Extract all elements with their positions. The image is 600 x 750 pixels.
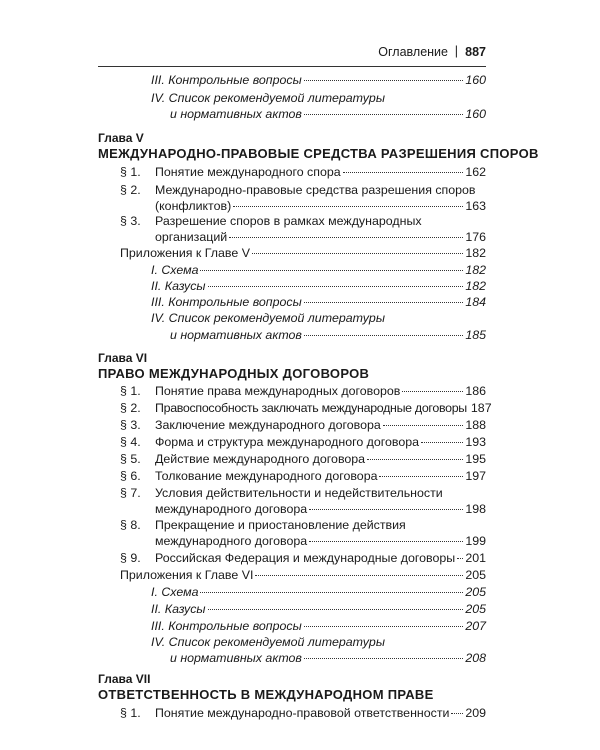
section-number: § 9.	[120, 551, 141, 565]
toc-entry: I. Схема 182	[151, 263, 486, 277]
toc-entry-text: IV. Список рекомендуемой литературы	[151, 91, 385, 105]
chapter-label: Глава VII	[98, 672, 151, 686]
running-header	[98, 45, 486, 63]
toc-entry: Приложения к Главе V 182	[120, 246, 486, 260]
toc-entry-text: Прекращение и приостановление действия	[155, 518, 406, 532]
chapter-label: Глава VI	[98, 351, 148, 365]
toc-entry: и нормативных актов 160	[170, 107, 486, 121]
chapter-title: ОТВЕТСТВЕННОСТЬ В МЕЖДУНАРОДНОМ ПРАВЕ	[98, 687, 434, 702]
toc-entry: III. Контрольные вопросы 160	[151, 73, 486, 87]
toc-entry: II. Казусы 182	[151, 279, 486, 293]
toc-entry: Действие международного договора 195	[155, 452, 486, 466]
header-title: Оглавление	[378, 45, 448, 59]
toc-entry: и нормативных актов 208	[170, 651, 486, 665]
section-number: § 6.	[120, 469, 141, 483]
toc-entry: Заключение международного договора 188	[155, 418, 486, 432]
toc-entry-text: Условия действительности и недействительности	[155, 486, 443, 500]
toc-entry: III. Контрольные вопросы 184	[151, 295, 486, 309]
toc-entry: Понятие международного спора 162	[155, 165, 486, 179]
toc-entry: Форма и структура международного договора 193	[155, 435, 486, 449]
section-number: § 5.	[120, 452, 141, 466]
toc-entry: Российская Федерация и международные договоры 201	[155, 551, 486, 565]
section-number: § 3.	[120, 214, 141, 228]
toc-entry: Понятие права международных договоров 186	[155, 384, 486, 398]
toc-entry: Толкование международного договора 197	[155, 469, 486, 483]
toc-entry: (конфликтов) 163	[155, 199, 486, 213]
section-number: § 2.	[120, 183, 141, 197]
chapter-title: ПРАВО МЕЖДУНАРОДНЫХ ДОГОВОРОВ	[98, 366, 370, 381]
section-number: § 3.	[120, 418, 141, 432]
chapter-title: МЕЖДУНАРОДНО-ПРАВОВЫЕ СРЕДСТВА РАЗРЕШЕНИЯ СПОРОВ	[98, 146, 539, 161]
toc-entry: II. Казусы 205	[151, 602, 486, 616]
toc-entry: организаций 176	[155, 230, 486, 244]
section-number: § 2.	[120, 401, 141, 415]
section-number: § 8.	[120, 518, 141, 532]
section-number: § 1.	[120, 384, 141, 398]
toc-entry: международного договора 199	[155, 534, 486, 548]
toc-entry: Правоспособность заключать международные договоры 187	[155, 401, 492, 415]
toc-entry-text: IV. Список рекомендуемой литературы	[151, 311, 385, 325]
toc-entry: и нормативных актов 185	[170, 328, 486, 342]
header-separator: |	[454, 44, 458, 58]
toc-entry-text: IV. Список рекомендуемой литературы	[151, 635, 385, 649]
section-number: § 1.	[120, 706, 141, 720]
chapter-label: Глава V	[98, 131, 144, 145]
section-number: § 7.	[120, 486, 141, 500]
header-page-number: 887	[465, 45, 486, 59]
toc-entry-text: Международно-правовые средства разрешения споров	[155, 183, 476, 197]
toc-entry: международного договора 198	[155, 502, 486, 516]
section-number: § 4.	[120, 435, 141, 449]
toc-entry: I. Схема 205	[151, 585, 486, 599]
toc-entry: Приложения к Главе VI 205	[120, 568, 486, 582]
toc-entry-text: Разрешение споров в рамках международных	[155, 214, 422, 228]
header-rule	[98, 66, 486, 67]
toc-entry: III. Контрольные вопросы 207	[151, 619, 486, 633]
section-number: § 1.	[120, 165, 141, 179]
toc-entry: Понятие международно-правовой ответственности 209	[155, 706, 486, 720]
